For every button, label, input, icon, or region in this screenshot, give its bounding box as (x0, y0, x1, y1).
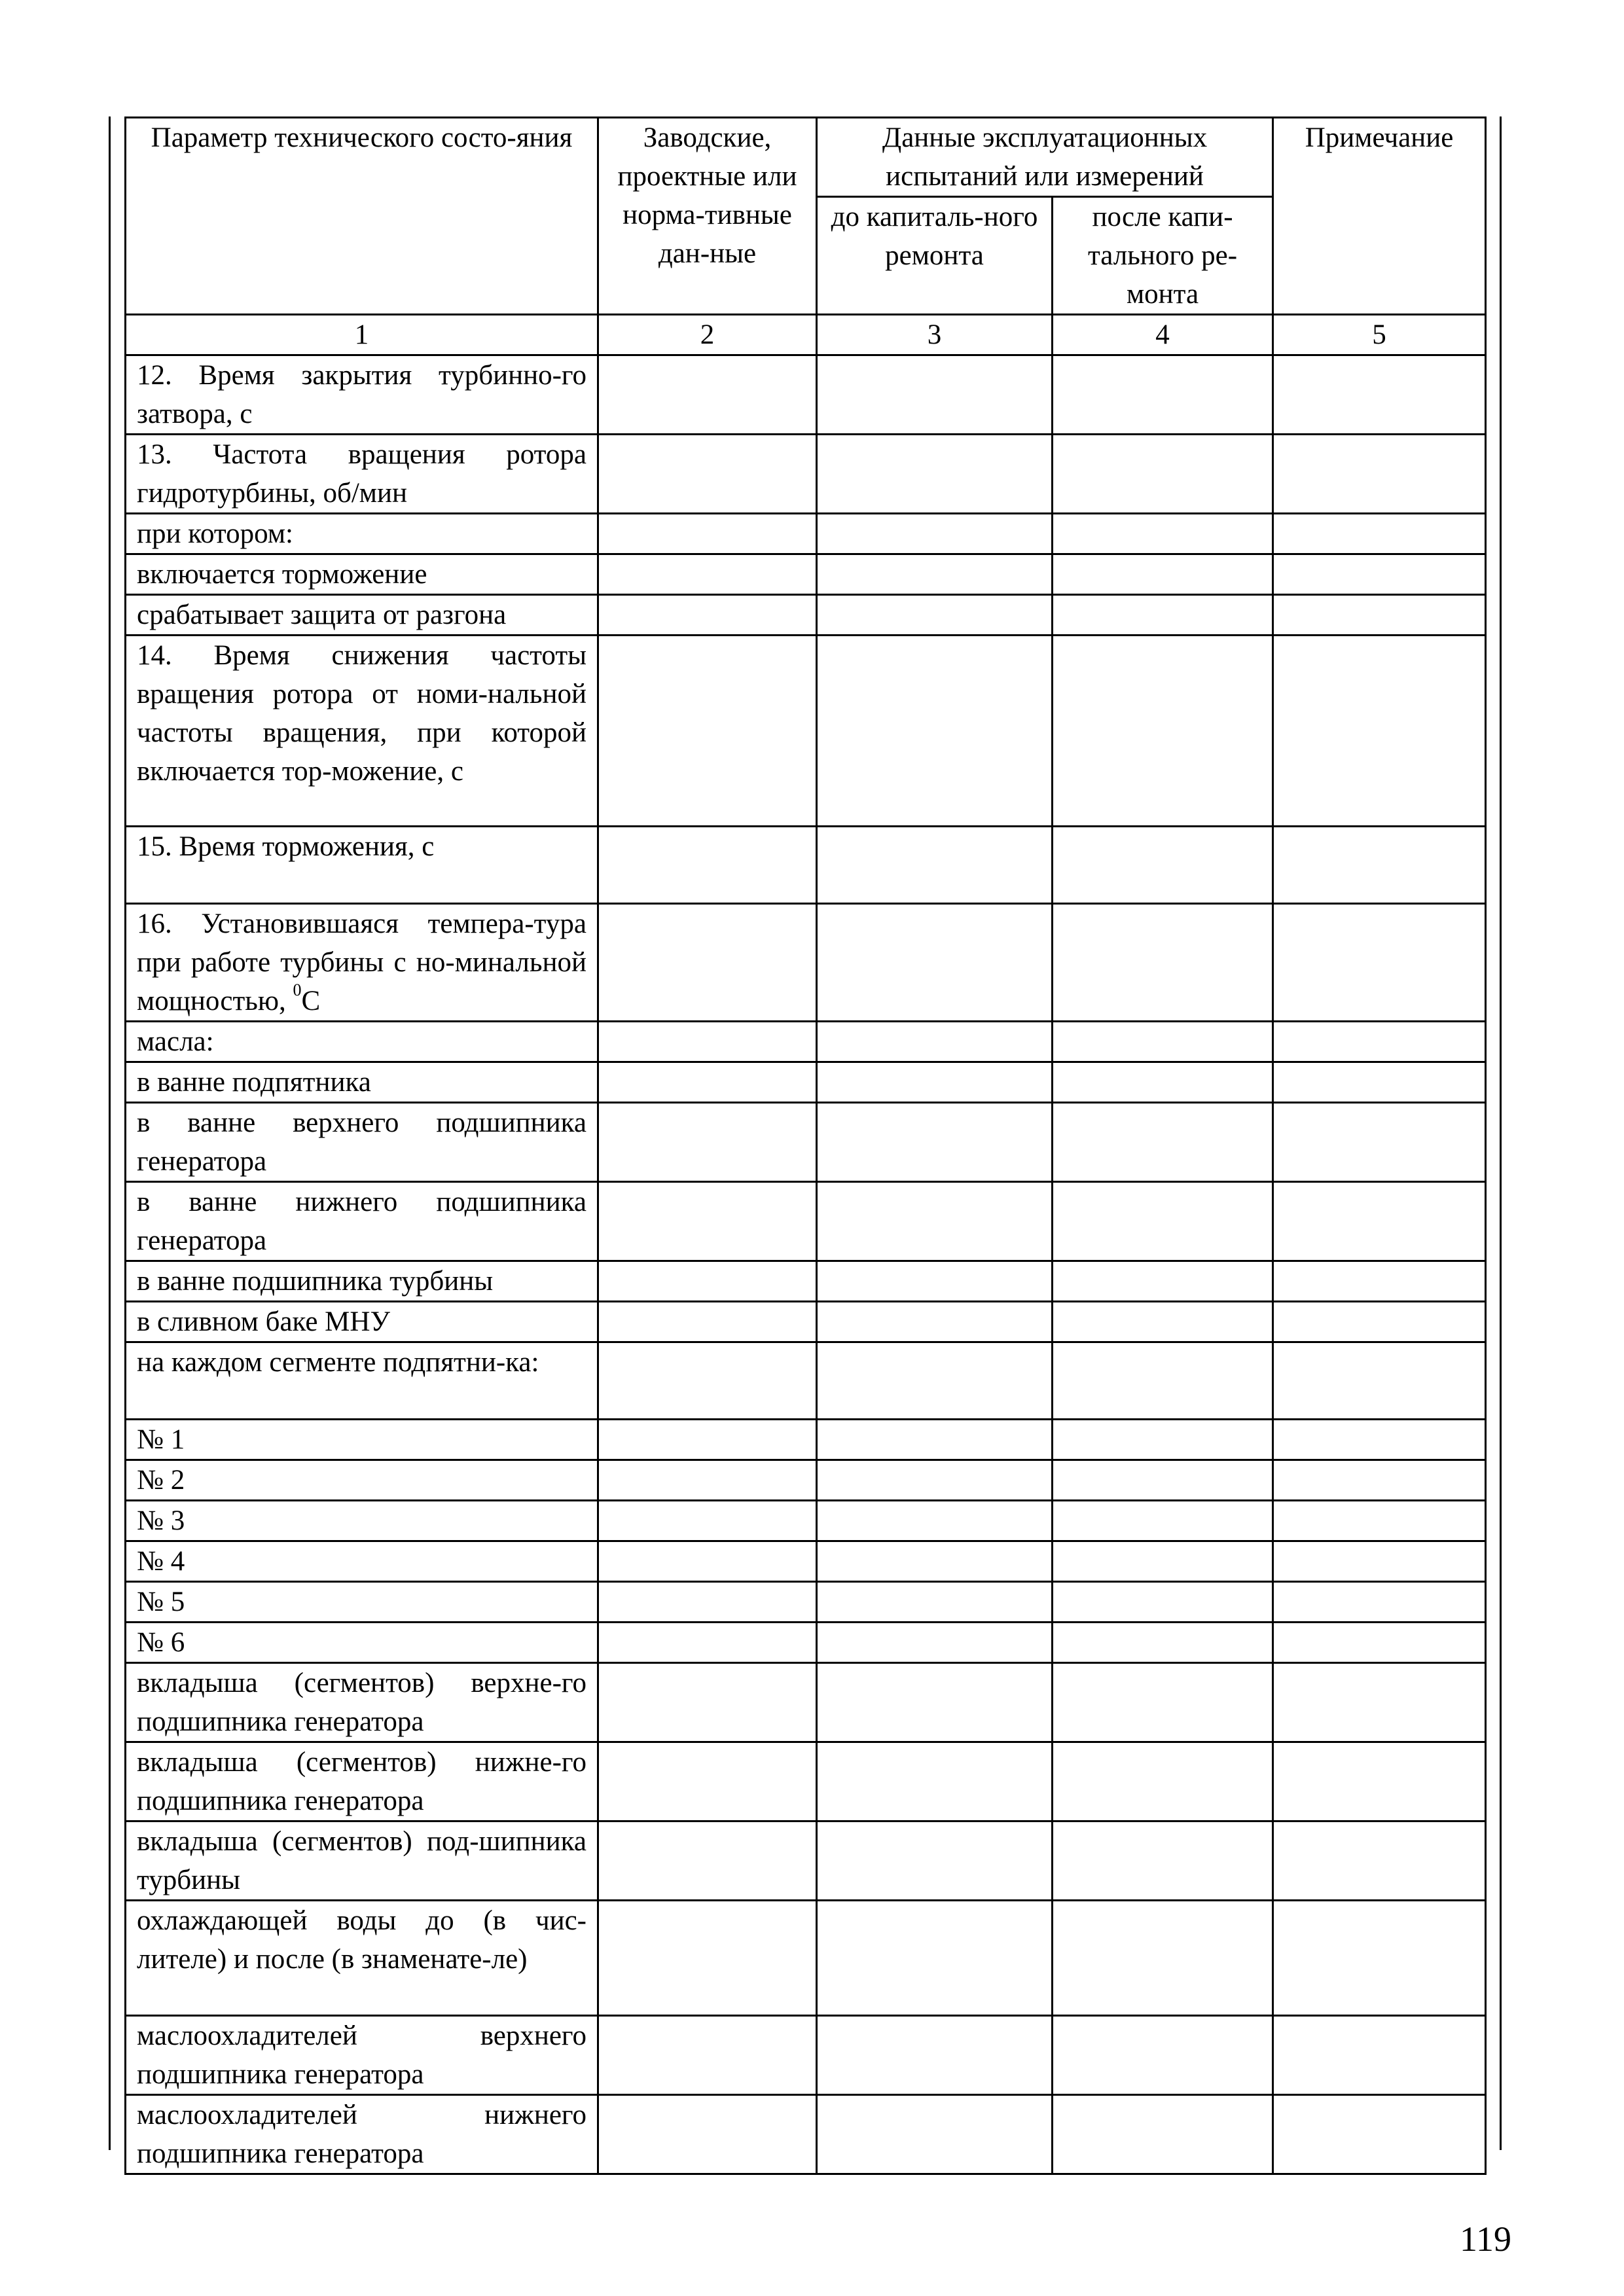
data-cell (598, 1582, 817, 1623)
data-cell (817, 1663, 1053, 1742)
column-numbers-row (126, 315, 1486, 355)
header-note: Примечание (1273, 118, 1486, 315)
data-cell (1273, 1582, 1486, 1623)
data-cell (598, 1901, 817, 2016)
segment-number: № 6 (126, 1623, 598, 1663)
table-row (126, 1742, 1486, 1821)
table-row (126, 1663, 1486, 1742)
data-cell (817, 514, 1053, 554)
data-cell (1273, 1501, 1486, 1541)
data-cell (1053, 1742, 1273, 1821)
data-cell (1053, 636, 1273, 827)
parameter-name (126, 904, 598, 1022)
data-cell (817, 1302, 1053, 1342)
data-cell (1273, 1103, 1486, 1182)
data-cell (1273, 595, 1486, 636)
data-cell (1273, 355, 1486, 435)
table-row (126, 1342, 1486, 1420)
data-cell (817, 1420, 1053, 1460)
table-row (126, 514, 1486, 554)
data-cell (817, 1582, 1053, 1623)
data-cell (817, 2095, 1053, 2174)
parameter-name: в ванне подпятника (126, 1062, 598, 1103)
data-cell (598, 514, 817, 554)
data-cell (1053, 1623, 1273, 1663)
data-cell (598, 1460, 817, 1501)
data-cell (598, 1420, 817, 1460)
data-cell (817, 355, 1053, 435)
header-operational-data: Данные эксплуатационных испытаний или измерений (817, 118, 1273, 197)
data-cell (1273, 1541, 1486, 1582)
parameter-name: маслоохладителей верхнего подшипника генератора (126, 2016, 598, 2095)
table-row (126, 595, 1486, 636)
parameter-name: масла: (126, 1022, 598, 1062)
data-cell (1053, 1302, 1273, 1342)
data-cell (817, 554, 1053, 595)
table-row (126, 904, 1486, 1022)
page-number: 119 (1460, 2219, 1511, 2259)
header-factory-data: Заводские, проектные или норма-тивные дан-ные (598, 118, 817, 315)
parameter-name: в ванне нижнего подшипника генератора (126, 1182, 598, 1261)
data-cell (1273, 827, 1486, 904)
data-cell (817, 636, 1053, 827)
table-row (126, 1420, 1486, 1460)
data-cell (1273, 2016, 1486, 2095)
parameter-name: маслоохладителей нижнего подшипника генератора (126, 2095, 598, 2174)
data-cell (817, 1901, 1053, 2016)
data-cell (1053, 595, 1273, 636)
data-cell (598, 1742, 817, 1821)
data-cell (817, 1821, 1053, 1901)
parameter-name: 15. Время торможения, с (126, 827, 598, 904)
data-cell (817, 1742, 1053, 1821)
header-after-repair: после капи-тального ре-монта (1053, 197, 1273, 315)
data-cell (817, 1501, 1053, 1541)
parameter-name: при котором: (126, 514, 598, 554)
data-cell (598, 2016, 817, 2095)
table-row (126, 636, 1486, 827)
data-cell (598, 1623, 817, 1663)
data-cell (1273, 1062, 1486, 1103)
table-row (126, 827, 1486, 904)
table-row (126, 1103, 1486, 1182)
data-cell (1053, 355, 1273, 435)
data-cell (1273, 1302, 1486, 1342)
data-cell (598, 1541, 817, 1582)
segment-number: № 4 (126, 1541, 598, 1582)
parameter-name: 14. Время снижения частоты вращения ротора от номи-нальной частоты вращения, при которой включается тор-можение, с (126, 636, 598, 827)
data-cell (1053, 1420, 1273, 1460)
data-cell (1273, 1623, 1486, 1663)
column-number: 5 (1273, 315, 1486, 355)
column-number: 1 (126, 315, 598, 355)
table-row (126, 2095, 1486, 2174)
left-margin-rule (109, 117, 111, 2150)
parameters-table (124, 117, 1487, 2175)
data-cell (1053, 1460, 1273, 1501)
data-cell (1273, 636, 1486, 827)
data-cell (1273, 1742, 1486, 1821)
table-row (126, 1501, 1486, 1541)
parameter-name: вкладыша (сегментов) верхне-го подшипника генератора (126, 1663, 598, 1742)
table-row (126, 1582, 1486, 1623)
parameter-name: 13. Частота вращения ротора гидротурбины, об/мин (126, 435, 598, 514)
table-row (126, 1022, 1486, 1062)
data-cell (1053, 1541, 1273, 1582)
data-cell (817, 1182, 1053, 1261)
data-cell (1053, 1022, 1273, 1062)
data-cell (1273, 1022, 1486, 1062)
degree-superscript: 0 (293, 980, 302, 999)
data-cell (598, 435, 817, 514)
parameter-text: 16. Установившаяся темпера-тура при работе турбины с но-минальной мощностью, (137, 908, 586, 1016)
parameter-name: на каждом сегменте подпятни-ка: (126, 1342, 598, 1420)
data-cell (1053, 2016, 1273, 2095)
table-row (126, 1460, 1486, 1501)
data-cell (817, 1460, 1053, 1501)
parameter-name: срабатывает защита от разгона (126, 595, 598, 636)
table-row (126, 1062, 1486, 1103)
data-cell (598, 1821, 817, 1901)
table-row (126, 1541, 1486, 1582)
data-cell (1273, 904, 1486, 1022)
data-cell (1053, 1342, 1273, 1420)
segment-number: № 3 (126, 1501, 598, 1541)
data-cell (817, 2016, 1053, 2095)
data-cell (598, 1663, 817, 1742)
table-row (126, 1821, 1486, 1901)
data-cell (598, 1022, 817, 1062)
data-cell (1053, 1901, 1273, 2016)
data-cell (817, 1541, 1053, 1582)
parameter-name: охлаждающей воды до (в чис-лителе) и после (в знаменате-ле) (126, 1901, 598, 2016)
data-cell (598, 1261, 817, 1302)
data-cell (1053, 514, 1273, 554)
data-cell (1273, 1342, 1486, 1420)
data-cell (598, 1182, 817, 1261)
column-number: 3 (817, 315, 1053, 355)
table-row (126, 1182, 1486, 1261)
data-cell (598, 1103, 817, 1182)
data-cell (1053, 1821, 1273, 1901)
parameter-name: в сливном баке МНУ (126, 1302, 598, 1342)
data-cell (1273, 1460, 1486, 1501)
data-cell (1273, 2095, 1486, 2174)
data-cell (598, 904, 817, 1022)
data-cell (598, 2095, 817, 2174)
data-cell (1273, 514, 1486, 554)
parameter-name: в ванне подшипника турбины (126, 1261, 598, 1302)
data-cell (817, 595, 1053, 636)
data-cell (1273, 1182, 1486, 1261)
table-row (126, 1302, 1486, 1342)
data-cell (1053, 2095, 1273, 2174)
data-cell (1053, 1501, 1273, 1541)
data-cell (817, 1022, 1053, 1062)
header-before-repair: до капиталь-ного ремонта (817, 197, 1053, 315)
table-row (126, 435, 1486, 514)
data-cell (817, 1261, 1053, 1302)
table-row (126, 554, 1486, 595)
data-cell (817, 827, 1053, 904)
data-cell (1053, 827, 1273, 904)
data-cell (1273, 1901, 1486, 2016)
header-parameter: Параметр технического состо-яния (126, 118, 598, 315)
data-cell (817, 1062, 1053, 1103)
data-cell (1053, 1182, 1273, 1261)
table-row (126, 2016, 1486, 2095)
parameter-name: вкладыша (сегментов) под-шипника турбины (126, 1821, 598, 1901)
table-row (126, 1623, 1486, 1663)
data-cell (1273, 554, 1486, 595)
parameter-name: в ванне верхнего подшипника генератора (126, 1103, 598, 1182)
parameter-name: включается торможение (126, 554, 598, 595)
segment-number: № 2 (126, 1460, 598, 1501)
data-cell (598, 1342, 817, 1420)
table-row (126, 355, 1486, 435)
celsius-unit: С (301, 986, 321, 1016)
data-cell (817, 435, 1053, 514)
table-row (126, 1261, 1486, 1302)
data-cell (1273, 1663, 1486, 1742)
data-cell (598, 1501, 817, 1541)
data-cell (1053, 435, 1273, 514)
data-cell (817, 1103, 1053, 1182)
data-cell (598, 595, 817, 636)
data-cell (598, 1062, 817, 1103)
data-cell (1053, 1261, 1273, 1302)
data-cell (598, 355, 817, 435)
segment-number: № 5 (126, 1582, 598, 1623)
data-cell (1053, 1103, 1273, 1182)
data-cell (598, 827, 817, 904)
parameter-name: вкладыша (сегментов) нижне-го подшипника генератора (126, 1742, 598, 1821)
data-cell (1273, 435, 1486, 514)
column-number: 2 (598, 315, 817, 355)
data-cell (817, 1342, 1053, 1420)
data-cell (1273, 1821, 1486, 1901)
data-cell (598, 554, 817, 595)
table-row (126, 1901, 1486, 2016)
data-cell (1053, 1663, 1273, 1742)
column-number: 4 (1053, 315, 1273, 355)
data-cell (598, 1302, 817, 1342)
segment-number: № 1 (126, 1420, 598, 1460)
data-cell (1053, 904, 1273, 1022)
data-cell (598, 636, 817, 827)
header-row-1 (126, 118, 1486, 197)
data-cell (1273, 1261, 1486, 1302)
data-cell (817, 1623, 1053, 1663)
data-cell (1053, 554, 1273, 595)
parameter-name: 12. Время закрытия турбинно-го затвора, с (126, 355, 598, 435)
data-cell (817, 904, 1053, 1022)
data-cell (1053, 1582, 1273, 1623)
data-cell (1053, 1062, 1273, 1103)
right-margin-rule (1500, 117, 1502, 2150)
data-cell (1273, 1420, 1486, 1460)
